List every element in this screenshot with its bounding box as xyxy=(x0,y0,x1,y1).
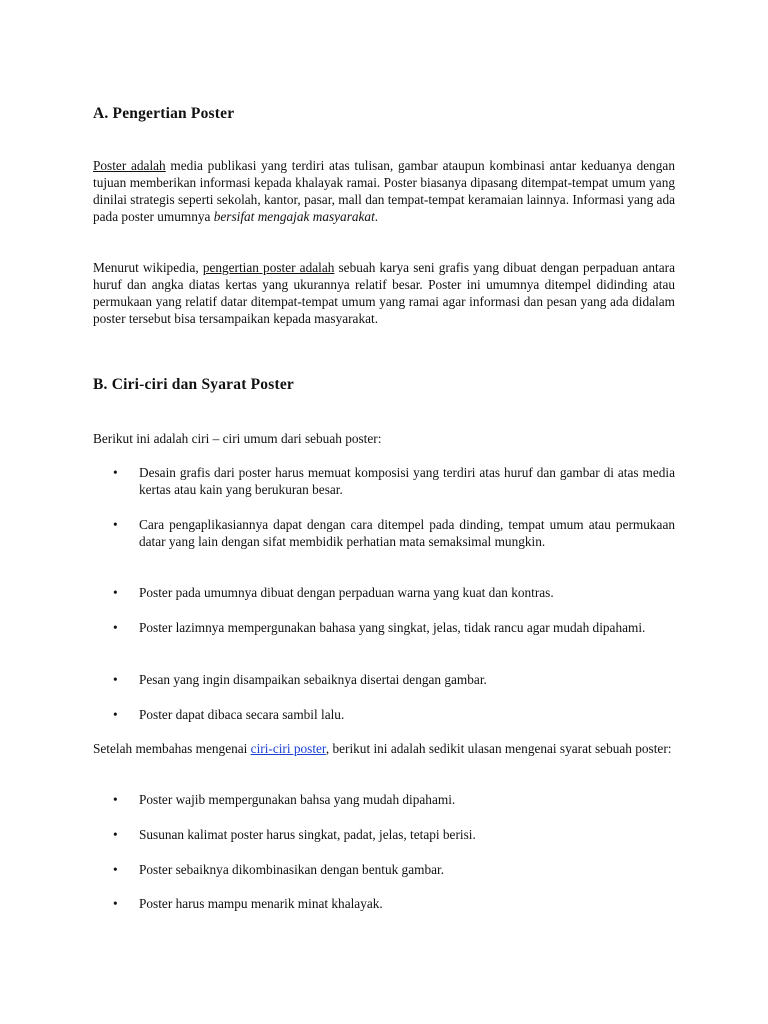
heading-ciri-syarat: B. Ciri-ciri dan Syarat Poster xyxy=(93,376,295,393)
wikipedia-text: sebuah karya seni grafis yang dibuat dengan perpaduan antara huruf dan angka diatas kertas yang ukurannya relatif besar. Poster ini umumnya ditempel didinding atau permukaan yang relatif datar ditempat-tempat umum yang ramai agar informasi dan pesan yang ada didalam poster tersebut bisa tersampaikan kepada masyarakat. xyxy=(93,260,675,326)
definition-text: media publikasi yang terdiri atas tulisan, gambar ataupun kombinasi antar keduanya dengan tujuan memberikan informasi kepada khalayak ramai. Poster biasanya dipasang ditempat-tempat umum yang dinilai strategis seperti sekolah, kantor, pasar, mall dan tempat-tempat keramaian lainnya. Informasi yang ada pada poster umumnya xyxy=(93,158,675,224)
link-ciri-ciri-poster[interactable]: ciri-ciri poster xyxy=(250,741,326,756)
bullet-icon: • xyxy=(113,896,118,911)
list-item: • Poster sebaiknya dikombinasikan dengan bentuk gambar. xyxy=(113,862,445,877)
list-item: • Poster pada umumnya dibuat dengan perpaduan warna yang kuat dan kontras. xyxy=(113,585,554,600)
term-pengertian-poster: pengertian poster adalah xyxy=(202,260,335,275)
list-item: • Poster lazimnya mempergunakan bahasa yang singkat, jelas, tidak rancu agar mudah dipahami. xyxy=(113,620,646,635)
bullet-icon: • xyxy=(113,707,118,722)
bullet-icon: • xyxy=(113,465,118,480)
heading-pengertian-poster: A. Pengertian Poster xyxy=(93,105,235,122)
bullet-icon: • xyxy=(113,672,118,687)
paragraph-definition: Poster adalah media publikasi yang terdiri atas tulisan, gambar ataupun kombinasi antar keduanya dengan tujuan memberikan informasi kepada khalayak ramai. Poster biasanya dipasang ditempat-tempat umum yang dinilai strategis seperti sekolah, kantor, pasar, mall dan tempat-tempat keramaian lainnya. Informasi yang ada pada poster umumnya bersifat mengajak masyarakat. xyxy=(93,158,675,224)
list-item: • Pesan yang ingin disampaikan sebaiknya disertai dengan gambar. xyxy=(113,672,487,687)
bullet-icon: • xyxy=(113,517,118,532)
bullet-icon: • xyxy=(113,620,118,635)
bullet-icon: • xyxy=(113,585,118,600)
term-poster-adalah: Poster adalah xyxy=(93,158,166,173)
list-item: • Cara pengaplikasiannya dapat dengan cara ditempel pada dinding, tempat umum atau permukaan datar yang lain dengan sifat membidik perhatian mata semaksimal mungkin. xyxy=(113,517,675,549)
list-item: • Susunan kalimat poster harus singkat, padat, jelas, tetapi berisi. xyxy=(113,827,476,842)
paragraph-transition: Setelah membahas mengenai ciri-ciri poster, berikut ini adalah sedikit ulasan mengenai syarat sebuah poster: xyxy=(93,741,672,756)
list-item: • Poster dapat dibaca secara sambil lalu. xyxy=(113,707,345,722)
list-item: • Poster harus mampu menarik minat khalayak. xyxy=(113,896,383,911)
definition-italic: bersifat mengajak masyarakat xyxy=(213,209,375,224)
list-item: • Poster wajib mempergunakan bahsa yang mudah dipahami. xyxy=(113,792,456,807)
paragraph-intro-ciri: Berikut ini adalah ciri – ciri umum dari sebuah poster: xyxy=(93,431,382,446)
bullet-icon: • xyxy=(113,827,118,842)
bullet-icon: • xyxy=(113,792,118,807)
paragraph-wikipedia: Menurut wikipedia, pengertian poster adalah sebuah karya seni grafis yang dibuat dengan perpaduan antara huruf dan angka diatas kertas yang ukurannya relatif besar. Poster ini umumnya ditempel didinding atau permukaan yang relatif datar ditempat-tempat umum yang ramai agar informasi dan pesan yang ada didalam poster tersebut bisa tersampaikan kepada masyarakat. xyxy=(93,260,675,326)
bullet-icon: • xyxy=(113,862,118,877)
list-item: • Desain grafis dari poster harus memuat komposisi yang terdiri atas huruf dan gambar di atas media kertas atau kain yang berukuran besar. xyxy=(113,465,675,497)
